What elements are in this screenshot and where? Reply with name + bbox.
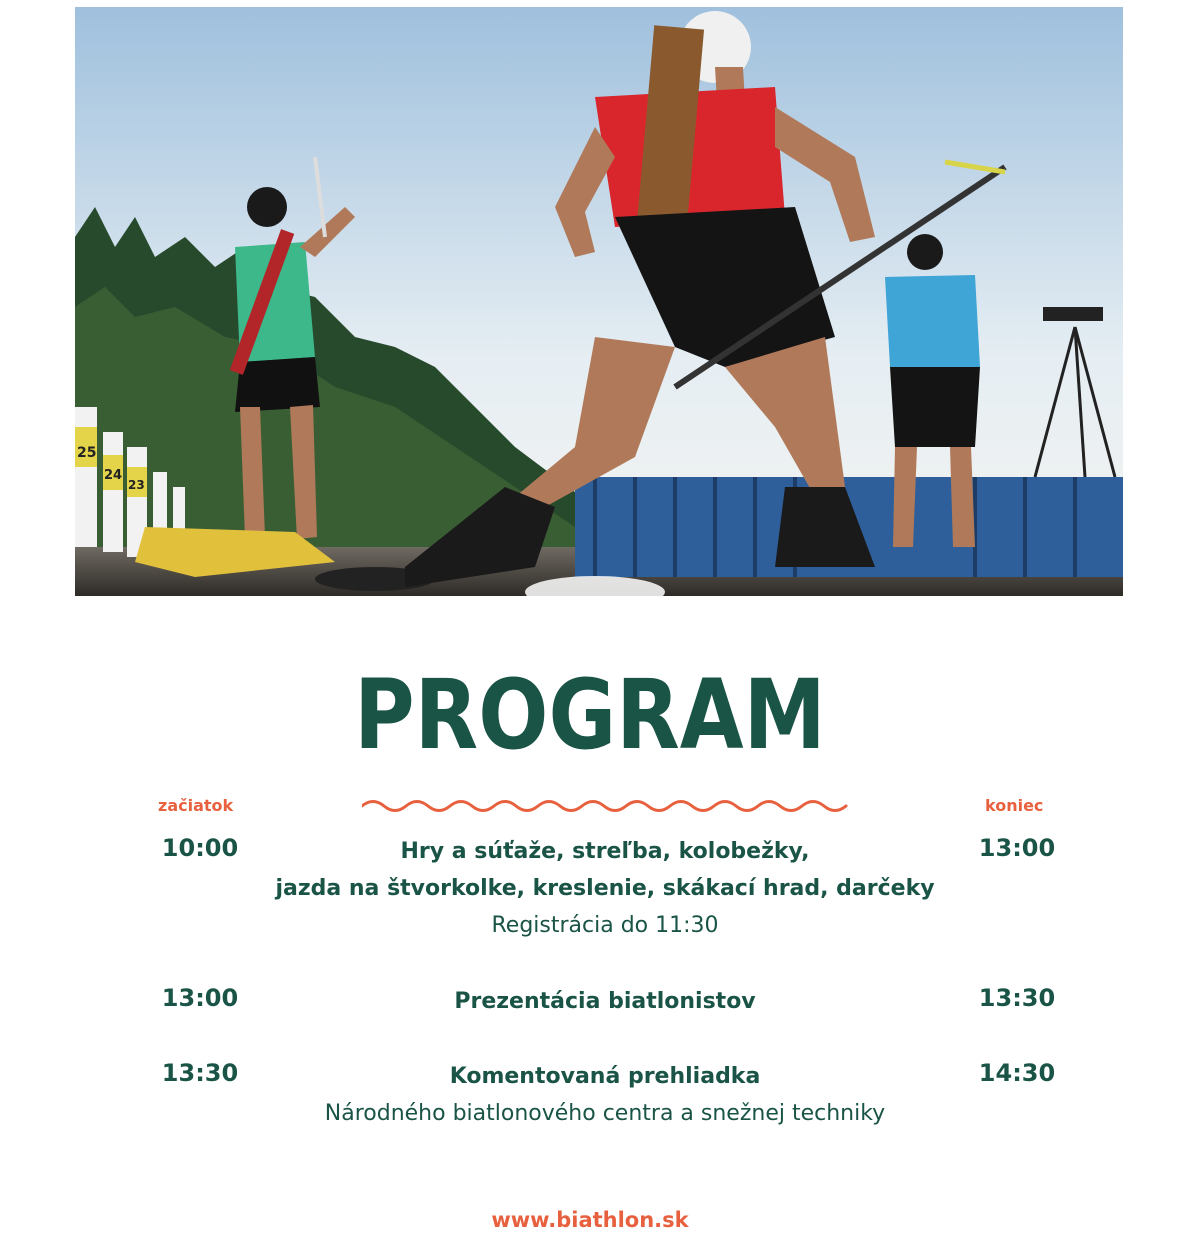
event-note: Registrácia do 11:30 <box>491 913 719 938</box>
event-title-line: Komentovaná prehliadka <box>449 1064 761 1089</box>
event-title-line: Hry a súťaže, streľba, kolobežky, <box>400 839 810 864</box>
start-time: 13:00 <box>161 984 239 1012</box>
bib-25: 25 <box>77 445 97 461</box>
event-note: Národného biatlonového centra a snežnej techniky <box>324 1101 886 1126</box>
start-column-label: začiatok <box>158 796 234 815</box>
page-title: PROGRAM <box>354 659 826 771</box>
biathlon-scene-illustration <box>75 7 1123 596</box>
bib-23: 23 <box>128 478 145 492</box>
event-title-line: Prezentácia biatlonistov <box>454 989 756 1014</box>
website-link[interactable]: www.biathlon.sk <box>491 1208 689 1232</box>
end-time: 13:00 <box>978 834 1056 862</box>
end-time: 13:30 <box>978 984 1056 1012</box>
event-description <box>240 983 970 1020</box>
end-column-label: koniec <box>985 796 1044 815</box>
end-time: 14:30 <box>978 1059 1056 1087</box>
bib-24: 24 <box>104 468 123 483</box>
start-time: 10:00 <box>161 834 239 862</box>
event-description <box>240 1058 970 1132</box>
event-description <box>240 833 970 944</box>
event-title-line: jazda na štvorkolke, kreslenie, skákací hrad, darčeky <box>275 876 935 901</box>
wave-divider <box>362 797 852 815</box>
hero-photo <box>75 7 1123 596</box>
start-time: 13:30 <box>161 1059 239 1087</box>
